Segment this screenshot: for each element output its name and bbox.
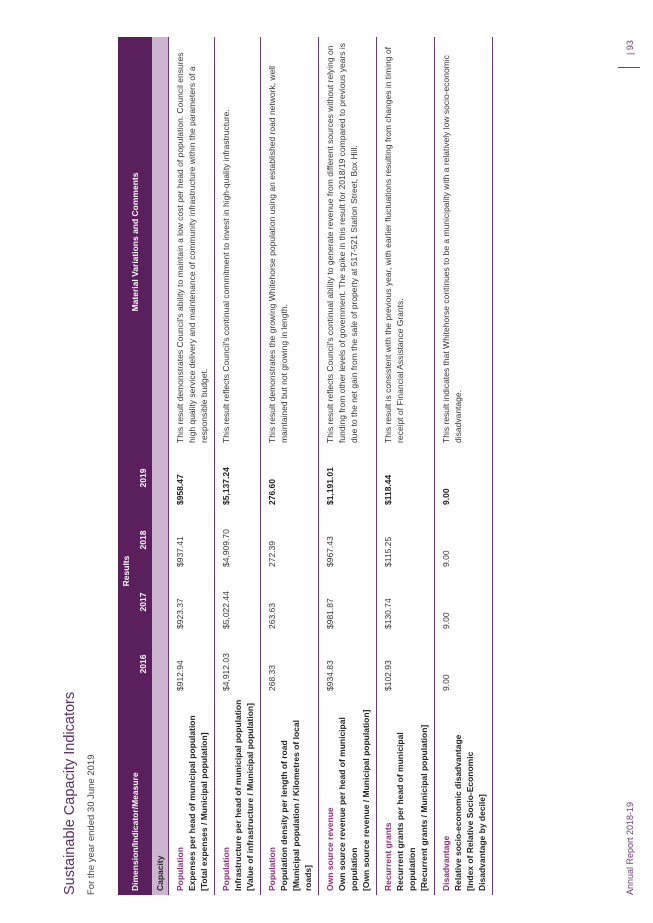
measure-cell — [261, 695, 319, 895]
measure-definition: [Municipal population / Kilometres of local roads] — [291, 720, 313, 891]
table-row — [215, 37, 261, 895]
capacity-indicators-table — [118, 37, 493, 895]
result-value: $118.44 — [377, 447, 435, 509]
table-row — [261, 37, 319, 895]
header-comments: Material Variations and Comments — [118, 37, 152, 447]
result-value: $912.94 — [169, 633, 215, 695]
measure-name: Population density per length of road — [279, 740, 289, 891]
indicator-tag: Population — [175, 847, 185, 891]
result-value: $981.87 — [319, 571, 377, 633]
header-year-2018: 2018 — [135, 509, 152, 571]
header-results: Results — [118, 447, 135, 695]
section-row — [152, 37, 169, 895]
result-value: 268.33 — [261, 633, 319, 695]
footer-report-title: Annual Report 2018-19 — [625, 801, 635, 895]
result-value: $4,909.70 — [215, 509, 261, 571]
footer-page-number: | 93 — [625, 40, 635, 55]
measure-definition: [Index of Relative Socio-Economic Disadvantage by decile] — [465, 751, 487, 891]
result-value: 9.00 — [435, 571, 493, 633]
result-value: $4,912.03 — [215, 633, 261, 695]
table-row — [319, 37, 377, 895]
result-value: $102.93 — [377, 633, 435, 695]
comment-cell: This result demonstrates the growing Whitehorse population using an established road network, well maintained but not growing in length. — [261, 37, 319, 447]
indicator-tag: Disadvantage — [441, 835, 451, 891]
result-value: 9.00 — [435, 509, 493, 571]
measure-cell — [377, 695, 435, 895]
result-value: 9.00 — [435, 447, 493, 509]
result-value: $937.41 — [169, 509, 215, 571]
measure-name: Expenses per head of municipal population — [187, 715, 197, 891]
header-year-2017: 2017 — [135, 571, 152, 633]
measure-definition: [Recurrent grants / Municipal population] — [419, 724, 429, 891]
comment-cell: This result reflects Council's continual ability to generate revenue from different sources without relying on funding from other levels of government. The spike in this result for 2018/19 compared to previous years is due to the net gain from the sale of property at 517-521 Station Street, Box Hill. — [319, 37, 377, 447]
measure-name: Own source revenue per head of municipal population — [337, 717, 359, 891]
measure-cell — [435, 695, 493, 895]
page-title: Sustainable Capacity Indicators — [62, 691, 78, 895]
measure-name: Recurrent grants per head of municipal population — [395, 732, 417, 891]
result-value: $958.47 — [169, 447, 215, 509]
comment-cell: This result reflects Council's continual commitment to invest in high-quality infrastructure. — [215, 37, 261, 447]
indicator-tag: Own source revenue — [325, 807, 335, 891]
table-row — [435, 37, 493, 895]
measure-name: Relative socio-economic disadvantage — [453, 734, 463, 891]
comment-cell: This result demonstrates Council's ability to maintain a low cost per head of population. Council ensures high quality service delivery and maintenance of community infrastructure within the parameters of a responsible budget. — [169, 37, 215, 447]
measure-definition: [Own source revenue / Municipal population] — [361, 709, 371, 891]
measure-cell — [169, 695, 215, 895]
result-value: 263.63 — [261, 571, 319, 633]
page-subtitle: For the year ended 30 June 2019 — [86, 754, 97, 895]
result-value: $5,022.44 — [215, 571, 261, 633]
result-value: $115.25 — [377, 509, 435, 571]
indicator-tag: Population — [221, 847, 231, 891]
result-value: $130.74 — [377, 571, 435, 633]
measure-cell — [319, 695, 377, 895]
comment-cell: This result indicates that Whitehorse continues to be a municipality with a relatively low socio-economic disadvantage. — [435, 37, 493, 447]
result-value: 9.00 — [435, 633, 493, 695]
result-value: $1,191.01 — [319, 447, 377, 509]
section-label: Capacity — [152, 37, 169, 895]
indicator-tag: Recurrent grants — [383, 822, 393, 891]
result-value: 272.39 — [261, 509, 319, 571]
measure-definition: [Value of infrastructure / Municipal population] — [245, 703, 255, 891]
header-measure: Dimension/Indicator/Measure — [118, 695, 152, 895]
measure-name: Infrastructure per head of municipal population — [233, 699, 243, 891]
table-row — [377, 37, 435, 895]
measure-definition: [Total expenses / Municipal population] — [199, 732, 209, 891]
comment-cell: This result is consistent with the previous year, with earlier fluctuations resulting from changes in timing of receipt of Financial Assistance Grants. — [377, 37, 435, 447]
header-year-2019: 2019 — [135, 447, 152, 509]
header-year-2016: 2016 — [135, 633, 152, 695]
result-value: $5,137.24 — [215, 447, 261, 509]
footer-divider — [618, 67, 640, 68]
result-value: $934.83 — [319, 633, 377, 695]
result-value: $967.43 — [319, 509, 377, 571]
measure-cell — [215, 695, 261, 895]
result-value: $923.37 — [169, 571, 215, 633]
table-row — [169, 37, 215, 895]
result-value: 276.60 — [261, 447, 319, 509]
indicator-tag: Population — [267, 847, 277, 891]
